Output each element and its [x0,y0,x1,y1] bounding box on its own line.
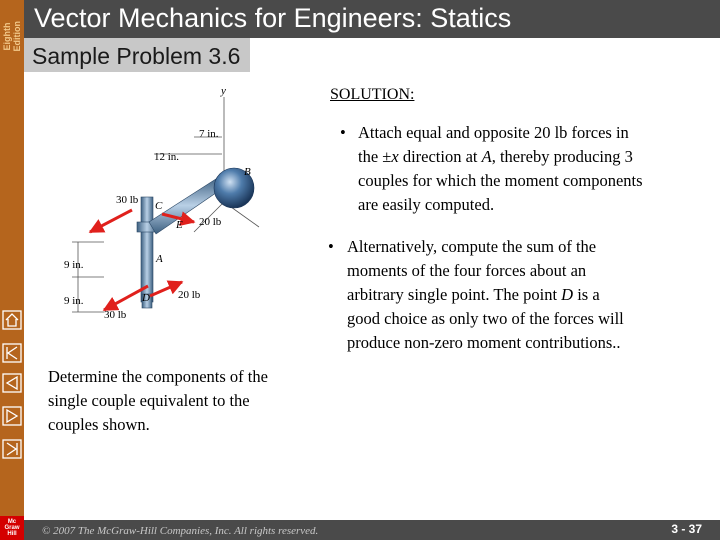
force-c-label: 30 lb [116,194,139,206]
point-e: E [176,219,183,231]
problem-statement [48,365,323,437]
copyright-text: © 2007 The McGraw-Hill Companies, Inc. All rights reserved. [42,525,319,537]
bullet2-line2: moments of the four forces about an [347,261,587,280]
dim-12in: 12 in. [154,151,180,163]
footer-bar [24,520,720,540]
solution-bullet-2 [328,235,712,355]
page-number: 3 - 37 [671,522,702,536]
bullet-marker: • [340,123,346,142]
bullet2-line4: good choice as only two of the forces will [347,309,624,328]
next-slide-icon[interactable] [1,405,23,427]
edition-badge [0,0,24,72]
first-slide-icon[interactable] [1,342,23,364]
publisher-logo-text: Mc Graw Hill [4,519,20,537]
problem-line-3: couples shown. [48,415,150,434]
force-e-label: 20 lb [199,216,222,228]
dim-9in-lower: 9 in. [64,295,84,307]
bullet2-line1: Alternatively, compute the sum of the [347,237,597,256]
point-a: A [156,253,163,265]
bullet2-line3: arbitrary single point. The point D is a [347,285,600,304]
edition-text: Eighth Edition [2,20,22,52]
home-icon[interactable] [1,309,23,331]
point-c: C [155,200,163,212]
dim-9in-upper: 9 in. [64,259,84,271]
point-d: D [142,292,150,304]
problem-figure [44,82,312,332]
point-b: B [244,166,251,178]
problem-line-2: single couple equivalent to the [48,391,250,410]
y-axis-label: y [221,85,226,97]
last-slide-icon[interactable] [1,438,23,460]
bullet1-line4: are easily computed. [358,195,495,214]
slide-title: Sample Problem 3.6 [24,38,250,72]
force-d-label: 20 lb [178,289,201,301]
bullet1-line3: couples for which the moment components [358,171,643,190]
solution-bullet-1 [340,121,712,217]
bullet2-line5: produce non-zero moment contributions.. [347,333,621,352]
force-bottom-label: 30 lb [104,309,127,321]
solution-heading: SOLUTION: [330,86,415,103]
dim-7in: 7 in. [199,128,219,140]
course-title: Vector Mechanics for Engineers: Statics [34,3,512,33]
bullet1-line1: Attach equal and opposite 20 lb forces in [358,123,629,142]
bullet-marker: • [328,237,334,256]
pipe-assembly [137,168,254,308]
bullet1-line2: the ±x direction at A, thereby producing 3 [358,147,633,166]
problem-line-1: Determine the components of the [48,367,268,386]
previous-slide-icon[interactable] [1,372,23,394]
subtitle-bar [24,38,720,72]
title-bar [24,0,720,38]
publisher-logo [0,516,24,540]
